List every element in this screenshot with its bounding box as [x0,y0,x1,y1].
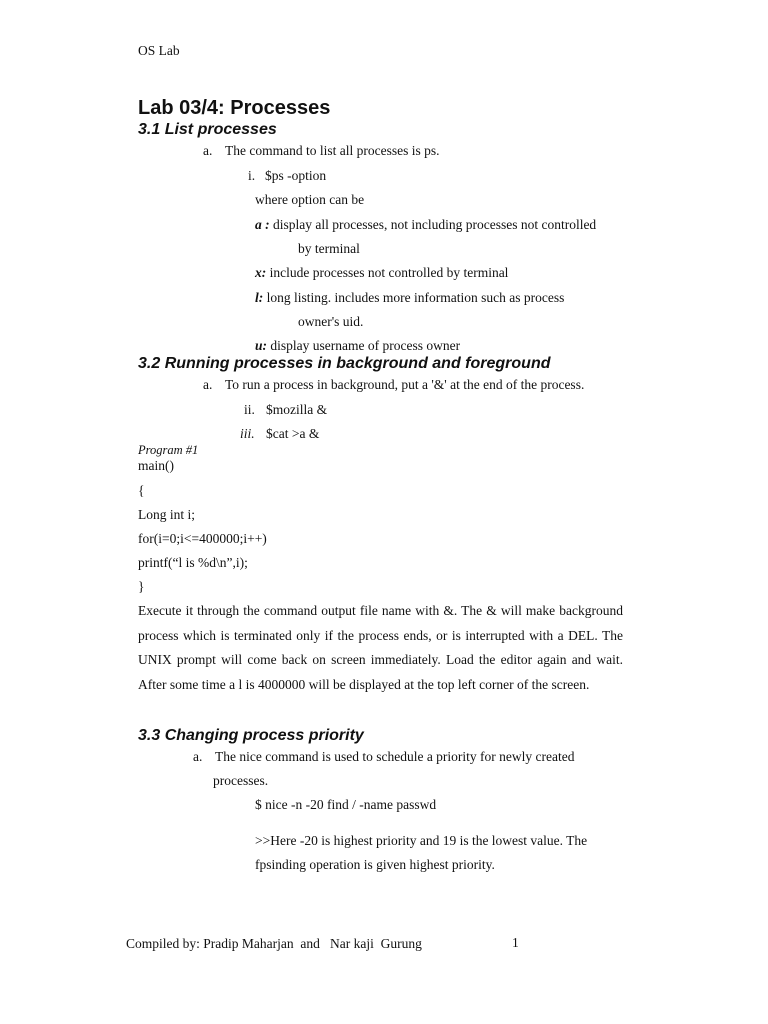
list-item-text: The nice command is used to schedule a priority for newly created [215,749,575,764]
code-line: for(i=0;i<=400000;i++) [138,531,267,546]
where-text: where option can be [255,192,365,207]
option-l [255,291,564,305]
option-desc: long listing. includes more information such as process [266,290,565,305]
code-line: main() [138,458,174,473]
option-l-continued: owner's uid. [298,314,364,329]
option-key: l: [255,290,264,305]
list-item-text: To run a process in background, put a '&' at the end of the process. [225,377,585,392]
list-marker-a: a. [203,377,213,392]
page-header: OS Lab [138,43,180,58]
list-marker-a: a. [203,143,213,158]
program-label: Program #1 [138,443,199,457]
list-marker-ii: ii. [244,402,255,417]
list-item-text: The command to list all processes is ps. [225,143,440,158]
option-key: u: [255,338,268,353]
section-heading-process-priority: 3.3 Changing process priority [138,727,364,744]
option-desc: include processes not controlled by terminal [269,265,509,280]
code-line: { [138,483,145,498]
body-paragraph: Execute it through the command output file name with &. The & will make background process which is terminated only if the process ends, or is interrupted with a DEL. The UNIX prompt will come back on screen immediately. Load the editor again and wait. After some time a l is 4000000 will be displayed at the top left corner of the screen. [138,603,623,692]
list-marker-a: a. [193,749,203,764]
list-marker-iii: iii. [240,426,255,441]
page-number: 1 [512,935,519,950]
code-line: } [138,579,145,594]
option-key: a : [255,217,270,232]
option-a [255,218,596,232]
command-text: $ nice -n -20 find / -name passwd [255,797,437,812]
command-text: $mozilla & [266,402,328,417]
list-item-continued: processes. [213,773,269,788]
option-x [255,266,508,280]
page-title: Lab 03/4: Processes [138,97,331,119]
option-desc: display all processes, not including processes not controlled [273,217,597,232]
note-text: fpsinding operation is given highest priority. [255,857,495,872]
section-heading-background-foreground: 3.2 Running processes in background and foreground [138,355,551,372]
option-key: x: [255,265,267,280]
code-line: printf(“l is %d\n”,i); [138,555,248,570]
footer-compiled-by: Compiled by: Pradip Maharjan and Nar kaji Gurung [126,936,422,951]
option-desc: display username of process owner [270,338,461,353]
command-text: $cat >a & [266,426,320,441]
list-marker-i: i. [248,168,256,183]
option-u [255,339,460,353]
section-heading-list-processes: 3.1 List processes [138,121,277,138]
option-a-continued: by terminal [298,241,360,256]
command-text: $ps -option [265,168,327,183]
note-text: >>Here -20 is highest priority and 19 is the lowest value. The [255,833,588,848]
code-line: Long int i; [138,507,195,522]
